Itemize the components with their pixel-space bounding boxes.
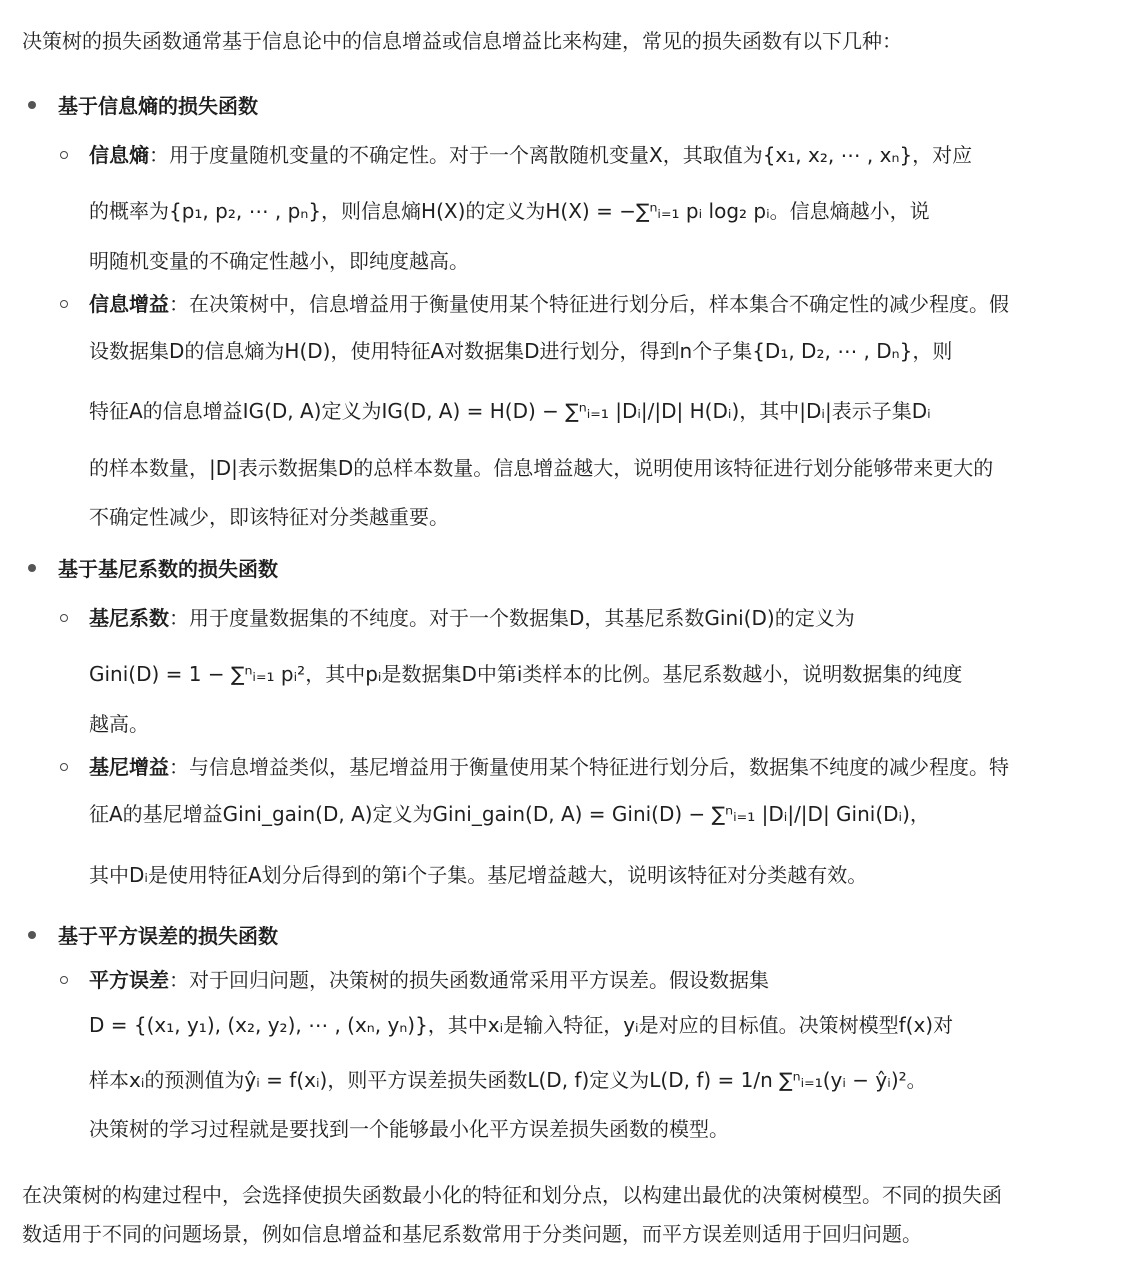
- circle-bullet-icon: [60, 300, 68, 308]
- item-line: 的样本数量，|D|表示数据集D的总样本数量。信息增益越大，说明使用该特征进行划分能够带来更大的: [89, 456, 994, 480]
- circle-bullet-icon: [60, 614, 68, 622]
- item-line: Gini(D) = 1 − ∑ⁿᵢ₌₁ pᵢ²，其中pᵢ是数据集D中第i类样本的比例。基尼系数越小，说明数据集的纯度: [89, 662, 963, 686]
- item-line: 平方误差：对于回归问题，决策树的损失函数通常采用平方误差。假设数据集: [89, 968, 769, 992]
- intro-paragraph: 决策树的损失函数通常基于信息论中的信息增益或信息增益比来构建，常见的损失函数有以下几种：: [22, 29, 902, 53]
- section-heading-gini: 基于基尼系数的损失函数: [22, 553, 278, 582]
- item-line: 信息熵：用于度量随机变量的不确定性。对于一个离散随机变量X，其取值为{x₁, x₂, ⋯ , xₙ}，对应: [89, 143, 973, 167]
- item-line: D = {(x₁, y₁), (x₂, y₂), ⋯ , (xₙ, yₙ)}，其中xᵢ是输入特征，yᵢ是对应的目标值。决策树模型f(x)对: [89, 1013, 954, 1037]
- item-line: 越高。: [89, 712, 149, 736]
- bullet-icon: [28, 101, 36, 109]
- item-line: 不确定性减少，即该特征对分类越重要。: [89, 505, 449, 529]
- circle-bullet-icon: [60, 976, 68, 984]
- outro-line: 在决策树的构建过程中，会选择使损失函数最小化的特征和划分点，以构建出最优的决策树模型。不同的损失函: [22, 1183, 1002, 1207]
- item-line: 决策树的学习过程就是要找到一个能够最小化平方误差损失函数的模型。: [89, 1117, 729, 1141]
- section-heading-entropy: 基于信息熵的损失函数: [22, 90, 258, 119]
- item-line: 其中Dᵢ是使用特征A划分后得到的第i个子集。基尼增益越大，说明该特征对分类越有效。: [89, 863, 868, 887]
- item-line: 的概率为{p₁, p₂, ⋯ , pₙ}，则信息熵H(X)的定义为H(X) = −∑ⁿᵢ₌₁ pᵢ log₂ pᵢ。信息熵越小，说: [89, 199, 930, 223]
- section-heading-squared-error: 基于平方误差的损失函数: [22, 920, 278, 949]
- item-line: 信息增益：在决策树中，信息增益用于衡量使用某个特征进行划分后，样本集合不确定性的减少程度。假: [89, 292, 1009, 316]
- item-line: 基尼增益：与信息增益类似，基尼增益用于衡量使用某个特征进行划分后，数据集不纯度的减少程度。特: [89, 755, 1009, 779]
- circle-bullet-icon: [60, 763, 68, 771]
- item-line: 征A的基尼增益Gini_gain(D, A)定义为Gini_gain(D, A) = Gini(D) − ∑ⁿᵢ₌₁ |Dᵢ|/|D| Gini(Dᵢ)，: [89, 802, 930, 826]
- item-line: 设数据集D的信息熵为H(D)，使用特征A对数据集D进行划分，得到n个子集{D₁, D₂, ⋯ , Dₙ}，则: [89, 339, 953, 363]
- bullet-icon: [28, 564, 36, 572]
- bullet-icon: [28, 931, 36, 939]
- outro-line: 数适用于不同的问题场景，例如信息增益和基尼系数常用于分类问题，而平方误差则适用于回归问题。: [22, 1222, 922, 1246]
- item-line: 特征A的信息增益IG(D, A)定义为IG(D, A) = H(D) − ∑ⁿᵢ₌₁ |Dᵢ|/|D| H(Dᵢ)，其中|Dᵢ|表示子集Dᵢ: [89, 399, 931, 423]
- item-line: 明随机变量的不确定性越小，即纯度越高。: [89, 249, 469, 273]
- item-line: 样本xᵢ的预测值为ŷᵢ = f(xᵢ)，则平方误差损失函数L(D, f)定义为L(D, f) = 1/n ∑ⁿᵢ₌₁(yᵢ − ŷᵢ)²。: [89, 1068, 927, 1092]
- circle-bullet-icon: [60, 151, 68, 159]
- item-line: 基尼系数：用于度量数据集的不纯度。对于一个数据集D，其基尼系数Gini(D)的定义为: [89, 606, 855, 630]
